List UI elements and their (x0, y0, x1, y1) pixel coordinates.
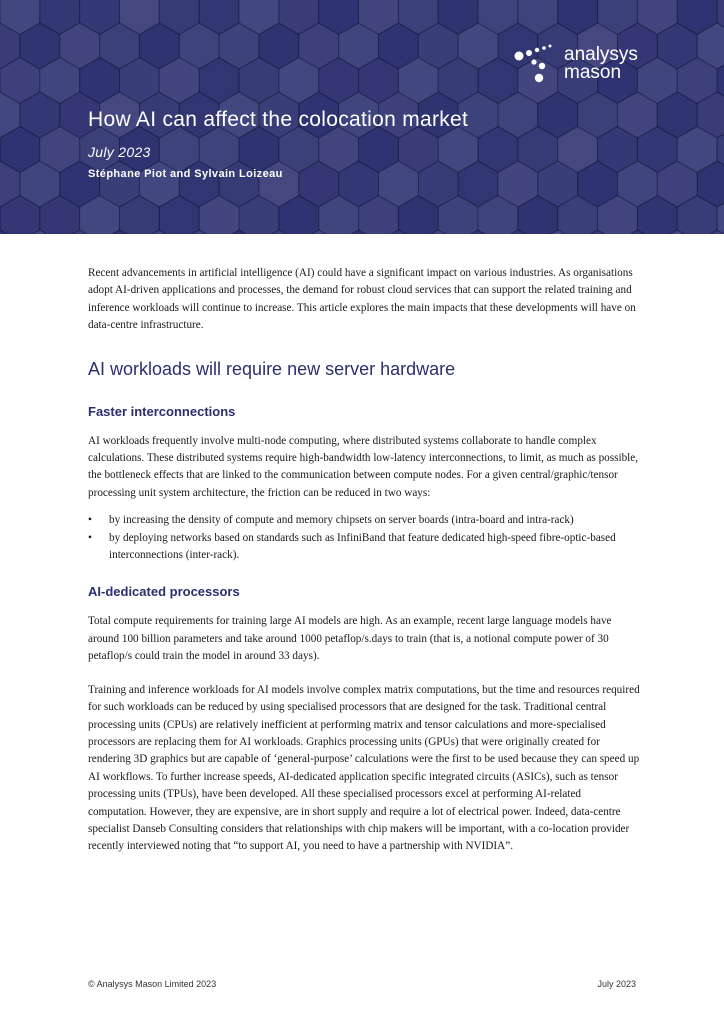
article-body (88, 265, 640, 856)
list-item: • by increasing the density of compute and memory chipsets on server boards (intra-board and intra-rack) (88, 512, 640, 529)
subsection-heading-interconnections: Faster interconnections (88, 403, 236, 419)
logo-text-line2: mason (564, 62, 622, 83)
logo-text-line1: analysys (564, 44, 638, 65)
document-title: How AI can affect the colocation market (88, 108, 469, 131)
interconnections-bullet-list (88, 512, 640, 564)
footer-date: July 2023 (597, 979, 636, 989)
logo-dots-icon (512, 42, 560, 86)
analysys-mason-logo (512, 42, 652, 88)
intro-paragraph: Recent advancements in artificial intelligence (AI) could have a significant impact on various industries. As organisations adopt AI-driven applications and processes, the demand for robust cloud services that can support the related training and inference workloads will continue to increase. This article explores the main impacts that these developments will have on data-centre infrastructure. (88, 267, 636, 332)
processors-paragraph-2: Training and inference workloads for AI models involve complex matrix computations, but the time and resources required for such workloads can be reduced by using specialised processors that are designed for the task. Traditional central processing units (CPUs) are relatively inefficient at performing matrix and tensor calculations and more-specialised processors are replacing them for AI workloads. Graphics processing units (GPUs) that were originally created for rendering 3D graphics but are capable of ‘general-purpose’ calculations were the first to be used because they can speed up AI workflows. To further increase speeds, AI-dedicated application specific integrated circuits (ASICs), such as tensor processing units (TPUs), have been developed. All these specialised processors excel at performing AI-related computation. However, they are expensive, are in short supply and require a lot of electrical power. Indeed, data-centre specialist Danseb Consulting considers that relationships with chip makers will be important, with a co-location provider recently interviewed noting that “to support AI, you need to have a partnership with NVIDIA”. (88, 683, 640, 853)
header-banner (0, 0, 724, 234)
subsection-heading-processors: AI-dedicated processors (88, 584, 240, 600)
list-item: • by deploying networks based on standards such as InfiniBand that feature dedicated high-speed fibre-optic-based interconnections (inter-rack). (88, 530, 640, 565)
footer-copyright: © Analysys Mason Limited 2023 (88, 979, 217, 989)
processors-paragraph-1: Total compute requirements for training large AI models are high. As an example, recent large language models have around 100 billion parameters and take around 1000 petaflop/s.days to train (that is, a notional compute power of 30 petaflop/s could train the model in around 33 days). (88, 615, 612, 663)
document-date: July 2023 (88, 144, 151, 160)
section-heading: AI workloads will require new server hardware (88, 358, 456, 379)
interconnections-paragraph: AI workloads frequently involve multi-node computing, where distributed systems collaborate to handle complex calculations. These distributed systems require high-bandwidth low-latency interconnections, to limit, as much as possible, the bottleneck effects that are linked to the communication between compute nodes. For a given central/graphic/tensor processing unit system architecture, the friction can be reduced in two ways: (88, 434, 639, 499)
document-authors: Stéphane Piot and Sylvain Loizeau (88, 168, 283, 180)
